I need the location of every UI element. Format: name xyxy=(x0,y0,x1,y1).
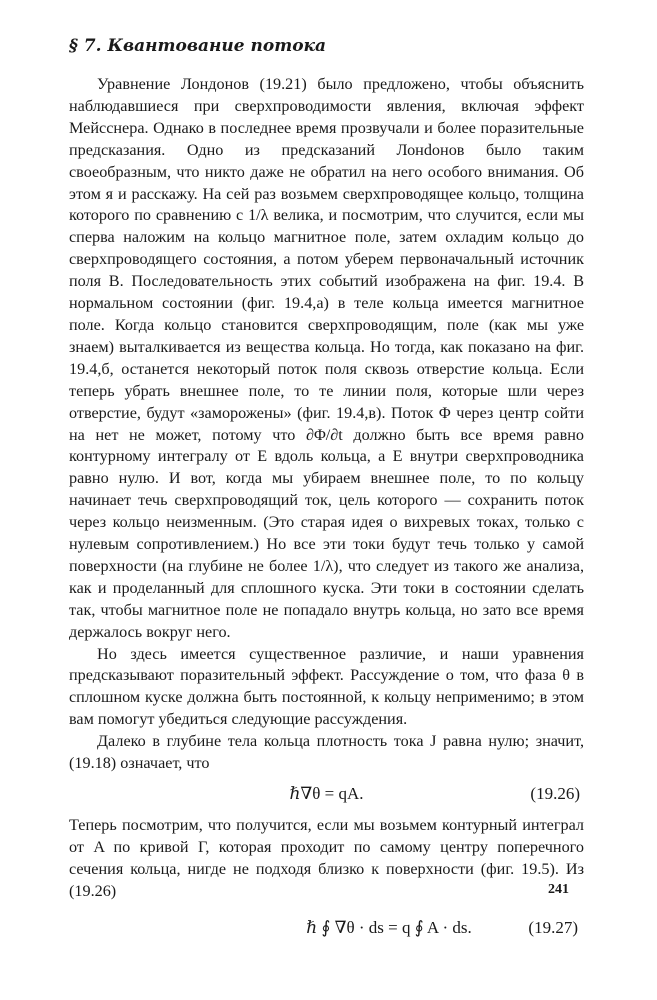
paragraph-3: Далеко в глубине тела кольца плотность тока J равна нулю; значит, (19.18) означает, что xyxy=(69,732,584,773)
equation-19-27 xyxy=(69,907,584,949)
equation-expression: ℏ∇θ = qA. xyxy=(289,784,364,803)
body-text xyxy=(69,74,584,949)
page-number: 241 xyxy=(548,882,569,897)
equation-number: (19.26) xyxy=(530,784,580,803)
paragraph-1: Уравнение Лондонов (19.21) было предложено, чтобы объяснить наблюдавшиеся при сверхпроводимости явления, включая эффект Мейсснера. Однако в последнее время прозвучали и более поразительные предсказания. Одно из предсказаний Лонdонов было таким своеобразным, что никто даже не обратил на него особого внимания. Об этом я и расскажу. На сей раз возьмем сверхпроводящее кольцо, толщина которого по сравнению с 1/λ велика, и посмотрим, что случится, если мы сперва наложим на кольцо магнитное поле, затем охладим кольцо до сверхпроводящего состояния, а потом уберем первоначальный источник поля B. Последовательность этих событий изображена на фиг. 19.4. В нормальном состоянии (фиг. 19.4,а) в теле кольца имеется магнитное поле. Когда кольцо становится сверхпроводящим, поле (как мы уже знаем) выталкивается из вещества кольца. Но тогда, как показано на фиг. 19.4,б, останется некоторый поток поля сквозь отверстие кольца. Если теперь убрать внешнее поле, то те линии поля, которые шли через отверстие, будут «заморожены» (фиг. 19.4,в). Поток Φ через центр сойти на нет не может, потому что ∂Φ/∂t должно быть все время равно контурному интегралу от E вдоль кольца, а E внутри сверхпроводника равно нулю. И вот, когда мы убираем внешнее поле, то по кольцу начинает течь сверхпроводящий ток, цель которого — сохранить поток через кольцо неизменным. (Это старая идея о вихревых токах, только с нулевым сопротивлением.) Но все эти токи будут течь только у самой поверхности (на глубине не более 1/λ), что следует из такого же анализа, как и проделанный для сплошного куска. Эти токи в состоянии сделать так, чтобы магнитное поле не попадало внутрь кольца, но зато все время держалось вокруг него. xyxy=(69,75,584,641)
equation-expression: ℏ ∮ ∇θ · ds = q ∮ A · ds. xyxy=(306,917,472,937)
section-heading: § 7. Квантование потока xyxy=(69,36,327,56)
paragraph-4: Теперь посмотрим, что получится, если мы возьмем контурный интеграл от A по кривой Γ, которая проходит по самому центру поперечного сечения кольца, нигде не подходя близко к поверхности (фиг. 19.5). Из (19.26) xyxy=(69,816,584,900)
equation-number: (19.27) xyxy=(528,917,578,937)
equation-19-26 xyxy=(69,775,584,815)
paragraph-2: Но здесь имеется существенное различие, и наши уравнения предсказывают поразительный эффект. Рассуждение о том, что фаза θ в сплошном куске должна быть постоянной, к кольцу неприменимо; в этом вам помогут убедиться следующие рассуждения. xyxy=(69,644,584,729)
